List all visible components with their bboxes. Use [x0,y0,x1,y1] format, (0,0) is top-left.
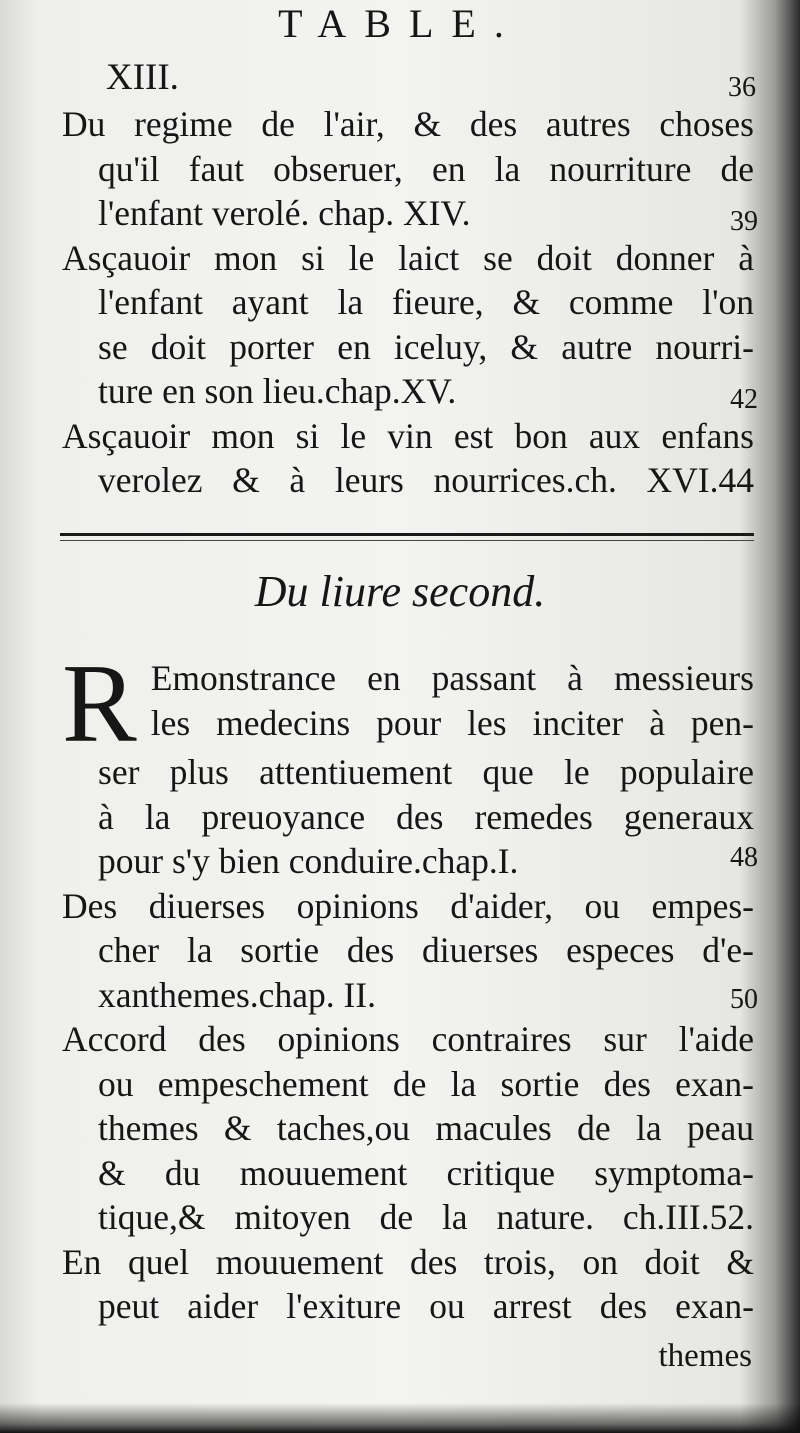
toc-entry [62,642,758,884]
toc-entry [62,236,758,415]
entry-line: ture en son lieu.chap.XV. [98,371,457,411]
entry-line: & du mouuement critique symptoma- [98,1152,754,1193]
drop-cap: R [62,642,137,766]
entry-line: l'enfant verolé. chap. XIV. [98,193,471,233]
entry-line: à la preuoyance des remedes generaux [98,796,754,837]
section-divider-thin [60,540,754,541]
chapter-roman-numeral: XIII. [106,57,179,98]
toc-section-second-book [62,642,758,1329]
toc-section-first-book [62,57,758,503]
toc-entry [62,884,758,1018]
entry-line: pour s'y bien conduire.chap.I. [98,841,519,881]
toc-entry [62,1240,754,1329]
page-number: 36 [728,72,756,103]
page-number: 48 [730,842,758,873]
book-title: Du liure second. [254,567,546,616]
page-header: TABLE. [278,1,522,46]
entry-line: tique,& mitoyen de la nature. ch.III.52. [98,1197,754,1237]
entry-line: cher la sortie des diuerses especes d'e- [98,930,754,970]
entry-line: Asçauoir mon si le vin est bon aux enfans [62,415,754,456]
entry-line: xanthemes.chap. II. [98,974,376,1015]
entry-line: se doit porter en iceluy, & autre nourri- [98,326,754,367]
entry-line: Accord des opinions contraires sur l'aide [62,1019,754,1059]
page-number: 39 [730,206,758,237]
entry-line: Emonstrance en passant à messieurs [150,658,754,698]
page-number: 50 [730,983,758,1015]
section-divider [60,533,754,536]
entry-line: qu'il faut obseruer, en la nourriture de [98,148,754,189]
entry-line: peut aider l'exiture ou arrest des exan- [98,1286,754,1326]
toc-entry [62,414,754,503]
chapter-roman-row [62,57,756,103]
entry-line: ou empeschement de la sortie des exan- [98,1063,754,1104]
toc-entry [62,102,758,237]
entry-line: verolez & à leurs nourrices.ch. XVI.44 [98,460,754,500]
entry-line: Asçauoir mon si le laict se doit donner à [62,237,754,278]
toc-entry [62,1017,754,1240]
entry-line: ser plus attentiuement que le populaire [98,752,754,792]
entry-line: Du regime de l'air, & des autres choses [62,104,754,144]
page-number: 42 [730,383,758,415]
entry-line: les medecins pour les inciter à pen- [150,702,754,743]
entry-line: En quel mouuement des trois, on doit & [62,1241,754,1282]
catchword: themes [658,1338,752,1374]
entry-line: l'enfant ayant la fieure, & comme l'on [98,282,754,322]
entry-line: Des diuerses opinions d'aider, ou empes- [62,885,754,926]
entry-line: themes & taches,ou macules de la peau [98,1108,754,1148]
